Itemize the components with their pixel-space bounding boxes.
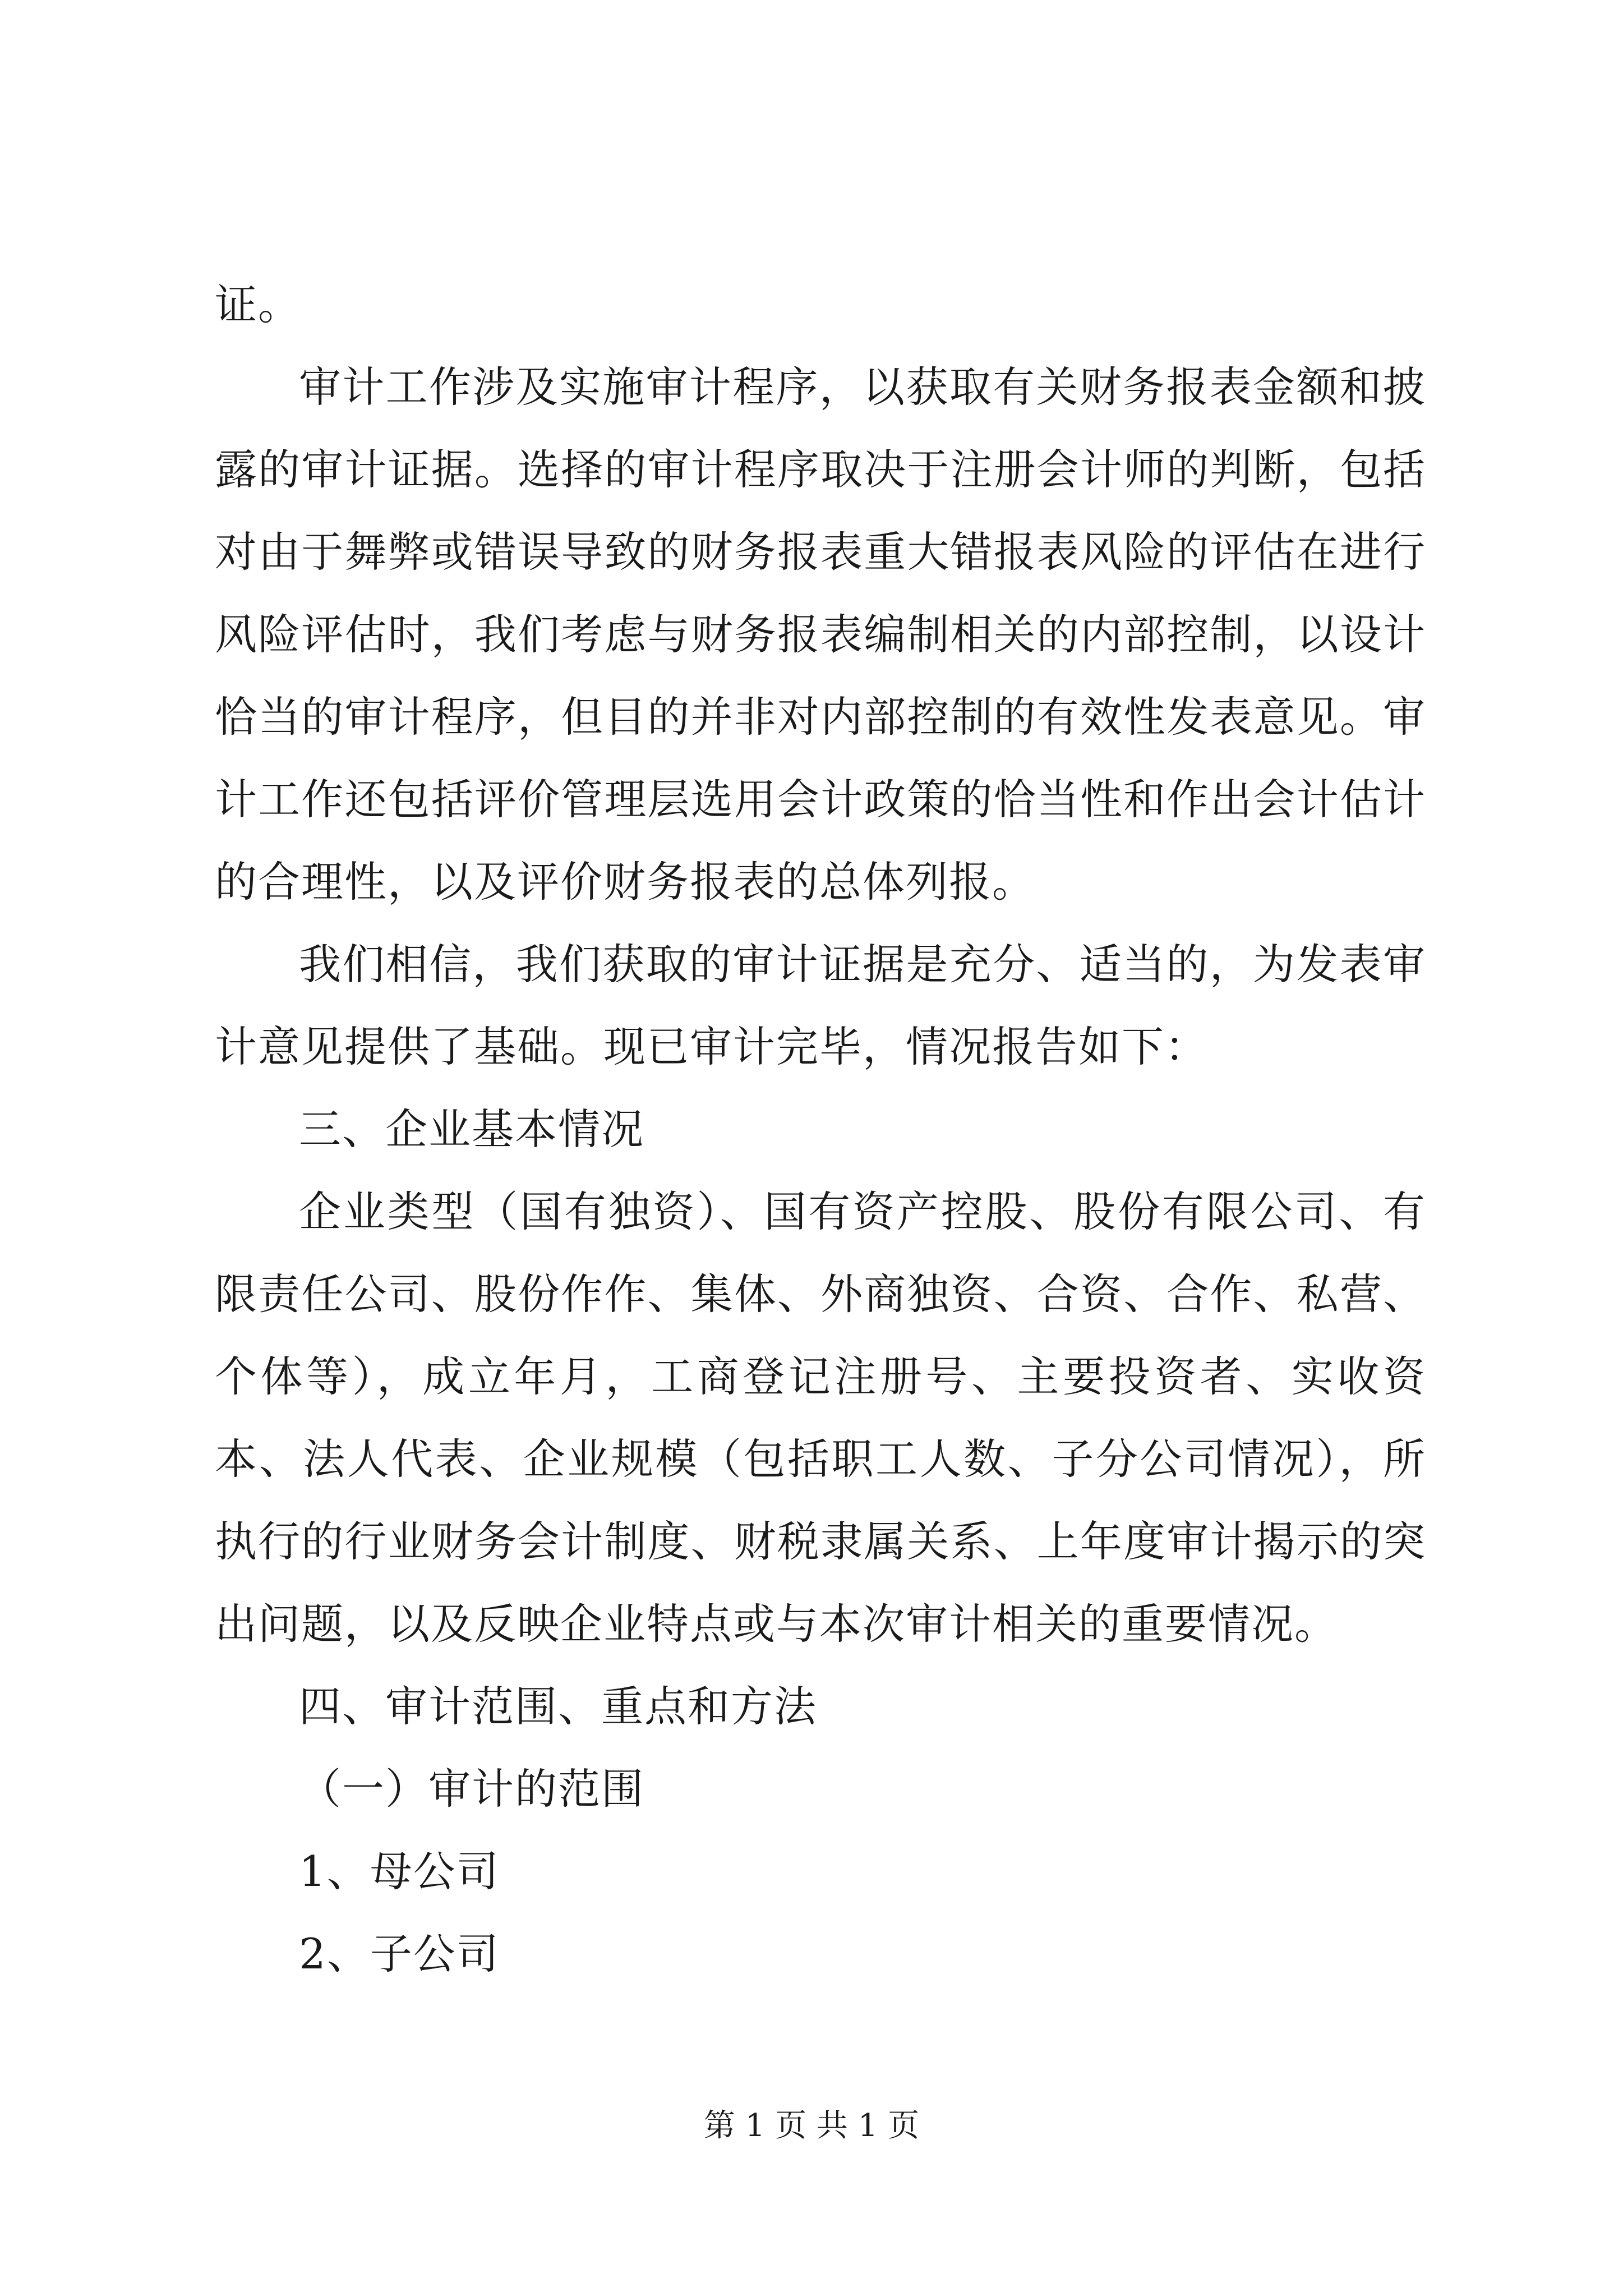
subheading-audit-scope: （一）审计的范围 xyxy=(299,1764,645,1814)
page-number: 第 1 页 共 1 页 xyxy=(703,2108,920,2144)
paragraph-continuation: 证。 xyxy=(215,280,302,329)
section-heading-company-info: 三、企业基本情况 xyxy=(299,1105,645,1154)
paragraph-audit-evidence: 我们相信，我们获取的审计证据是充分、适当的，为发表审计意见提供了基础。现已审计完毕，情况报告如下： xyxy=(215,940,1426,1071)
document-body xyxy=(215,264,1426,1995)
page-footer xyxy=(0,2106,1623,2146)
section-heading-audit-scope: 四、审计范围、重点和方法 xyxy=(299,1682,818,1731)
list-item-subsidiary: 2、子公司 xyxy=(299,1929,500,1978)
paragraph-audit-procedures: 审计工作涉及实施审计程序，以获取有关财务报表金额和披露的审计证据。选择的审计程序取决于注册会计师的判断，包括对由于舞弊或错误导致的财务报表重大错报表风险的评估在进行风险评估时，我们考虑与财务报表编制相关的内部控制，以设计恰当的审计程序，但目的并非对内部控制的有效性发表意见。审计工作还包括评价管理层选用会计政策的恰当性和作出会计估计的合理性，以及评价财务报表的总体列报。 xyxy=(215,362,1426,907)
list-item-parent-company: 1、母公司 xyxy=(299,1847,500,1896)
paragraph-company-info: 企业类型（国有独资）、国有资产控股、股份有限公司、有限责任公司、股份作作、集体、外商独资、合资、合作、私营、个体等），成立年月，工商登记注册号、主要投资者、实收资本、法人代表、企业规模（包括职工人数、子分公司情况），所执行的行业财务会计制度、财税隶属关系、上年度审计揭示的突出问题，以及反映企业特点或与本次审计相关的重要情况。 xyxy=(215,1187,1426,1649)
